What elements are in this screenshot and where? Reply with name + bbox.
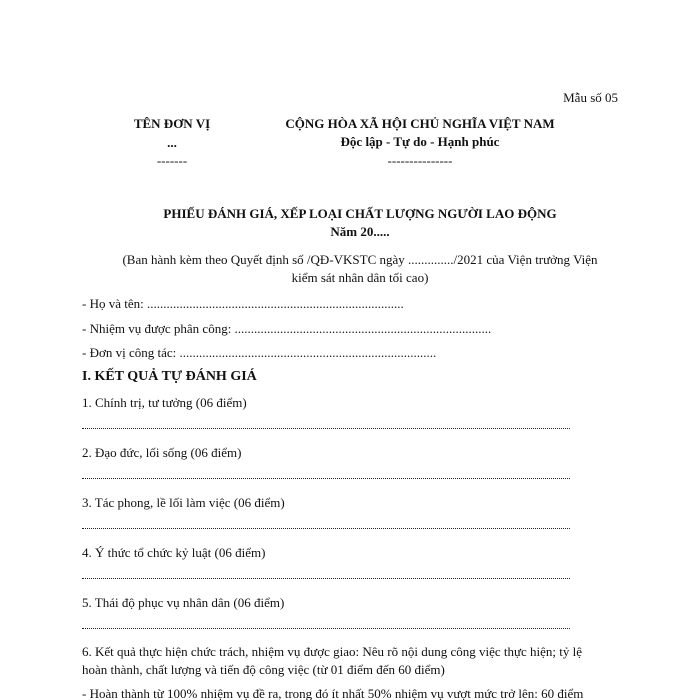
field-work-unit: - Đơn vị công tác: ............................................................................... bbox=[82, 345, 437, 360]
answer-line-ethics bbox=[82, 478, 570, 479]
criterion-task-results-line-1: 6. Kết quả thực hiện chức trách, nhiệm vụ được giao: Nêu rõ nội dung công việc thực hiện; tỷ lệ bbox=[82, 644, 583, 659]
answer-line-work-style bbox=[82, 528, 570, 529]
document-title: PHIẾU ĐÁNH GIÁ, XẾP LOẠI CHẤT LƯỢNG NGƯỜI LAO ĐỘNG bbox=[163, 206, 557, 221]
org-divider: ------- bbox=[156, 153, 188, 168]
criterion-task-results-scoring: - Hoàn thành từ 100% nhiệm vụ đề ra, trong đó ít nhất 50% nhiệm vụ vượt mức trở lên: 60 điểm bbox=[82, 686, 584, 700]
answer-line-discipline bbox=[82, 578, 570, 579]
criterion-ethics: 2. Đạo đức, lối sống (06 điểm) bbox=[82, 445, 242, 460]
national-motto: Độc lập - Tự do - Hạnh phúc bbox=[340, 134, 500, 149]
org-name-placeholder: ... bbox=[167, 135, 177, 150]
field-full-name: - Họ và tên: ............................................................................... bbox=[82, 296, 404, 311]
criterion-work-style: 3. Tác phong, lề lối làm việc (06 điểm) bbox=[82, 495, 285, 510]
criterion-public-service: 5. Thái độ phục vụ nhân dân (06 điểm) bbox=[82, 595, 285, 610]
national-title: CỘNG HÒA XÃ HỘI CHỦ NGHĨA VIỆT NAM bbox=[285, 116, 555, 131]
criterion-discipline: 4. Ý thức tổ chức kỷ luật (06 điểm) bbox=[82, 545, 266, 560]
org-name: TÊN ĐƠN VỊ bbox=[133, 116, 211, 131]
decree-reference-line-1: (Ban hành kèm theo Quyết định số /QĐ-VKSTC ngày ............../2021 của Viện trưởng Viện bbox=[122, 252, 598, 267]
answer-line-politics bbox=[82, 428, 570, 429]
section-heading-self-assessment: I. KẾT QUẢ TỰ ĐÁNH GIÁ bbox=[82, 369, 257, 384]
document-year: Năm 20..... bbox=[330, 224, 390, 239]
field-assigned-duty: - Nhiệm vụ được phân công: ............................................................................... bbox=[82, 321, 492, 336]
decree-reference-line-2: kiểm sát nhân dân tối cao) bbox=[291, 270, 429, 285]
motto-divider: --------------- bbox=[387, 153, 453, 168]
criterion-politics: 1. Chính trị, tư tưởng (06 điểm) bbox=[82, 395, 247, 410]
answer-line-public-service bbox=[82, 628, 570, 629]
form-number: Mẫu số 05 bbox=[563, 90, 618, 105]
criterion-task-results-line-2: hoàn thành, chất lượng và tiến độ công việc (từ 01 điểm đến 60 điểm) bbox=[82, 662, 445, 677]
